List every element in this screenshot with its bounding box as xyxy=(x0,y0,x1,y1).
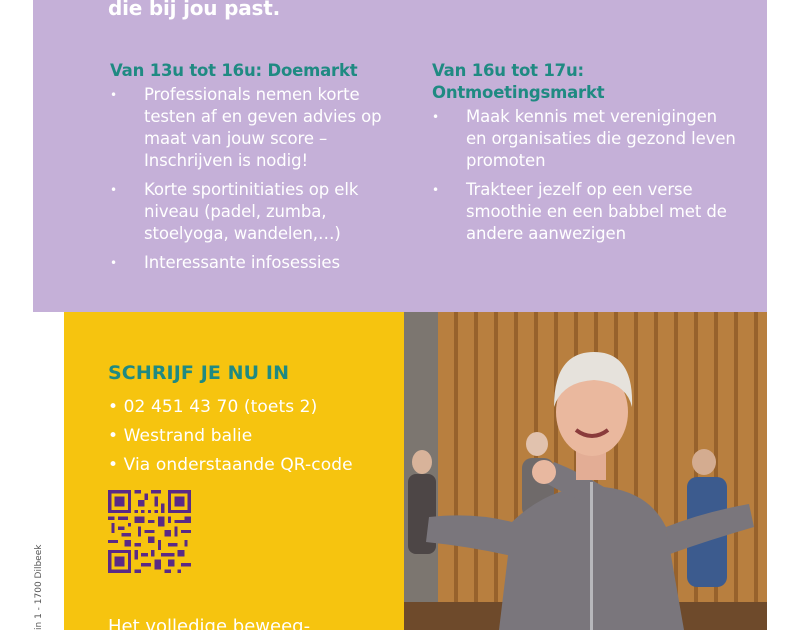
signup-desk: • Westrand balie xyxy=(108,426,253,446)
list-item: • Interessante infosessies xyxy=(110,253,340,272)
signup-phone: • 02 451 43 70 (toets 2) xyxy=(108,397,318,417)
senior-woman-exercising-photo xyxy=(404,312,767,630)
bullet-icon: • xyxy=(110,256,117,270)
ontmoetingsmarkt-list xyxy=(432,106,742,245)
doemarkt-list xyxy=(110,84,400,274)
ontmoetingsmarkt-heading: Van 16u tot 17u: Ontmoetingsmarkt xyxy=(432,61,605,102)
list-item: • Korte sportinitiaties op elk niveau (padel, zumba, stoelyoga, wandelen,…) xyxy=(110,180,359,243)
bullet-icon: • xyxy=(110,183,117,197)
signup-title: SCHRIJF JE NU IN xyxy=(108,362,290,384)
signup-list xyxy=(108,393,353,480)
list-item: • Maak kennis met verenigingen en organisaties die gezond leven promoten xyxy=(432,107,736,170)
qr-code-icon[interactable] xyxy=(108,490,191,573)
bullet-icon: • xyxy=(110,88,117,102)
ontmoetingsmarkt-column xyxy=(432,60,742,252)
list-item: • Trakteer jezelf op een verse smoothie en een babbel met de andere aanwezigen xyxy=(432,180,727,243)
intro-text: die bij jou past. xyxy=(108,0,280,20)
list-item: • Professionals nemen korte testen af en geven advies op maat van jouw score – Inschrijven is nodig! xyxy=(110,85,382,170)
bullet-icon: • xyxy=(432,110,439,124)
signup-qr-label: • Via onderstaande QR-code xyxy=(108,455,353,475)
schedule-teaser-text: Het volledige beweeg- xyxy=(108,616,311,637)
doemarkt-heading: Van 13u tot 16u: Doemarkt xyxy=(110,61,358,80)
bullet-icon: • xyxy=(432,183,439,197)
doemarkt-column xyxy=(110,60,400,281)
address-sidebar-text: in 1 - 1700 Dilbeek xyxy=(34,544,44,630)
